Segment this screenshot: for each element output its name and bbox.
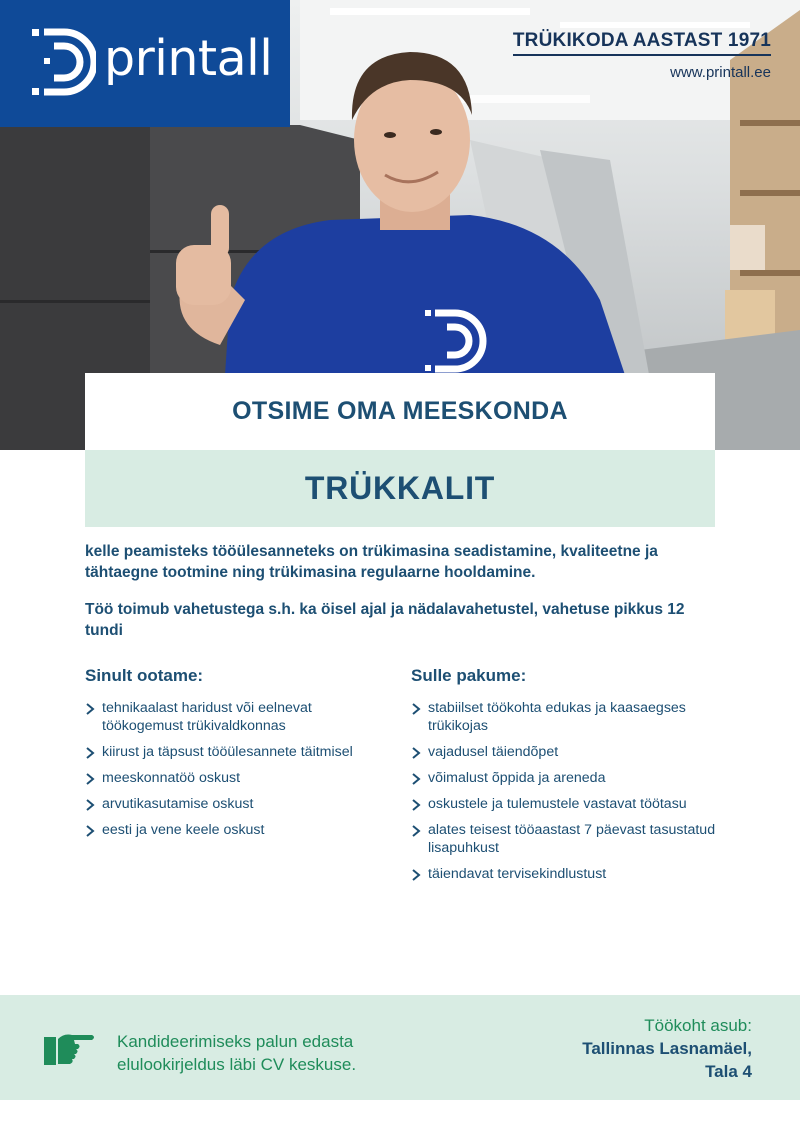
- list-item: võimalust õppida ja areneda: [411, 769, 721, 787]
- pointing-hand-icon: [42, 1029, 96, 1069]
- chevron-right-icon: [85, 825, 95, 837]
- list-item: alates teisest tööaastast 7 päevast tasustatud lisapuhkust: [411, 821, 721, 857]
- list-item: arvutikasutamise oskust: [85, 795, 395, 813]
- brand-tagline-block: [513, 30, 771, 81]
- requirements-title: Sinult ootame:: [85, 666, 204, 685]
- tagline-title: TRÜKIKODA AASTAST 1971: [513, 30, 771, 56]
- chevron-right-icon: [411, 825, 421, 837]
- job-description: [85, 541, 715, 641]
- description-paragraph-1: kelle peamisteks tööülesanneteks on trükimasina seadistamine, kvaliteetne ja tähtaegne tootmine ning trükimasina regulaarne hooldamine.: [85, 543, 658, 581]
- brand-name: printall: [104, 30, 273, 87]
- chevron-right-icon: [411, 773, 421, 785]
- location-line-1: Tallinnas Lasnamäel,: [582, 1039, 752, 1058]
- brand-logo[interactable]: [0, 0, 290, 127]
- chevron-right-icon: [411, 747, 421, 759]
- workplace-location: [582, 1014, 752, 1083]
- chevron-right-icon: [411, 703, 421, 715]
- offers-list: [411, 699, 721, 883]
- cta-line-1: Kandideerimiseks palun edasta: [117, 1032, 354, 1051]
- requirements-section: [85, 666, 395, 847]
- chevron-right-icon: [85, 747, 95, 759]
- list-item: vajadusel täiendõpet: [411, 743, 721, 761]
- chevron-right-icon: [411, 799, 421, 811]
- chevron-right-icon: [411, 869, 421, 881]
- list-item: meeskonnatöö oskust: [85, 769, 395, 787]
- offers-title: Sulle pakume:: [411, 666, 527, 685]
- apply-instructions: [117, 1030, 356, 1076]
- headline-subtitle: OTSIME OMA MEESKONDA: [232, 397, 568, 425]
- printall-logo-icon: [32, 26, 96, 98]
- list-item: oskustele ja tulemustele vastavat töötasu: [411, 795, 721, 813]
- headline-subtitle-box: [85, 373, 715, 450]
- list-item: täiendavat tervisekindlustust: [411, 865, 721, 883]
- list-item: kiirust ja täpsust tööülesannete täitmisel: [85, 743, 395, 761]
- chevron-right-icon: [85, 773, 95, 785]
- offers-section: [411, 666, 721, 891]
- apply-footer: [0, 995, 800, 1100]
- chevron-right-icon: [85, 703, 95, 715]
- location-label: Töökoht asub:: [644, 1016, 752, 1035]
- list-item: tehnikaalast haridust või eelnevat töökogemust trükivaldkonnas: [85, 699, 395, 735]
- job-title-box: [85, 450, 715, 527]
- list-item: eesti ja vene keele oskust: [85, 821, 395, 839]
- requirements-list: [85, 699, 395, 839]
- list-item: stabiilset töökohta edukas ja kaasaegses trükikojas: [411, 699, 721, 735]
- chevron-right-icon: [85, 799, 95, 811]
- description-paragraph-2: Töö toimub vahetustega s.h. ka öisel ajal ja nädalavahetustel, vahetuse pikkus 12 tundi: [85, 601, 685, 639]
- website-link[interactable]: www.printall.ee: [670, 64, 771, 81]
- cta-line-2: elulookirjeldus läbi CV keskuse.: [117, 1055, 357, 1074]
- location-line-2: Tala 4: [705, 1062, 752, 1081]
- job-title: TRÜKKALIT: [304, 470, 496, 506]
